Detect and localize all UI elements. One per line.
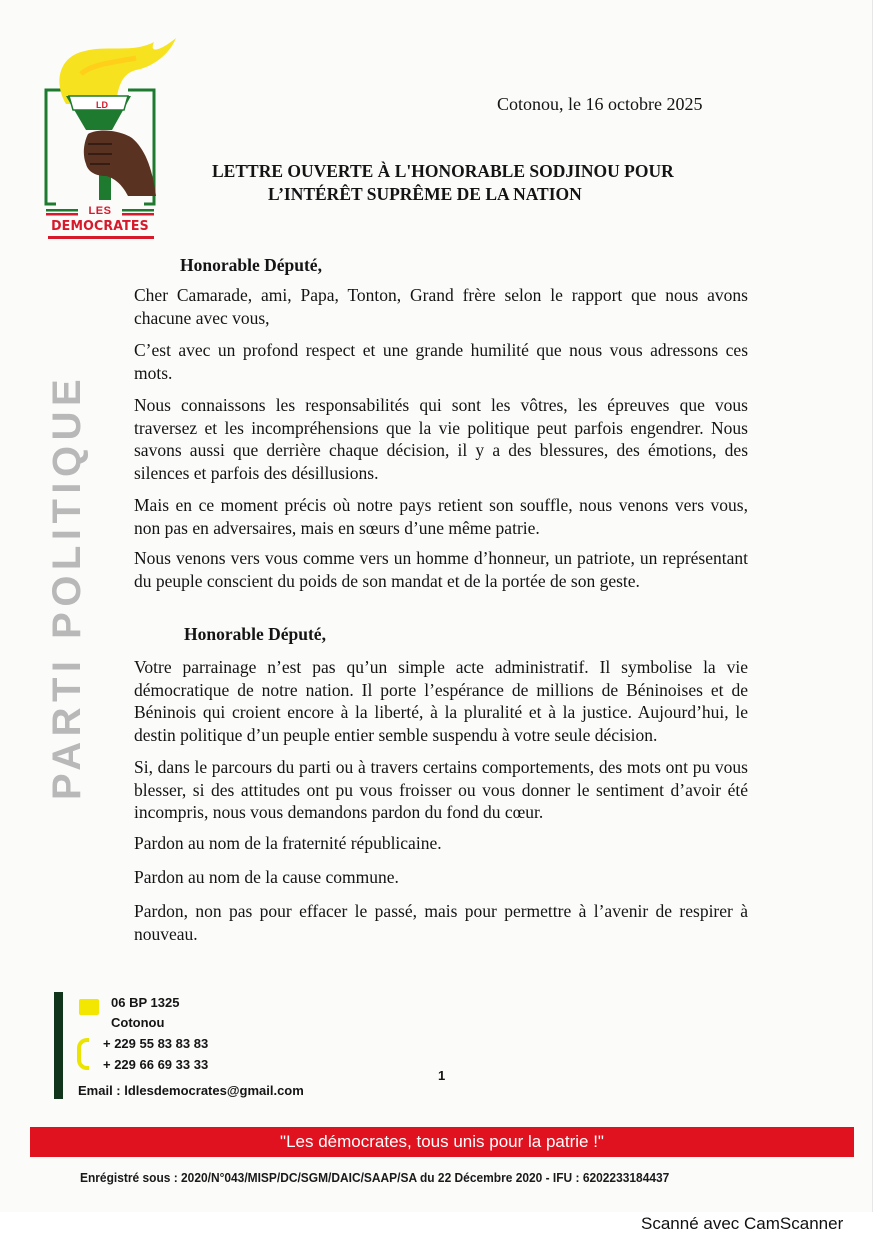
logo-text-les: LES [88, 205, 112, 217]
phone-number-2: + 229 66 69 33 33 [103, 1057, 209, 1072]
date-line: Cotonou, le 16 octobre 2025 [497, 94, 703, 114]
phone-icon [77, 1038, 89, 1070]
logo-badge-text: LD [96, 100, 108, 110]
paragraph: Pardon, non pas pour effacer le passé, mais pour permettre à l’avenir de respirer à nouveau. [134, 901, 748, 944]
party-logo [36, 34, 186, 244]
parti-politique-watermark: PARTI POLITIQUE [45, 373, 89, 800]
title-line-1: LETTRE OUVERTE À L'HONORABLE SODJINOU POUR [212, 161, 674, 181]
registration-info: Enrégistré sous : 2020/N°043/MISP/DC/SGM/DAIC/SAAP/SA du 22 Décembre 2020 - IFU : 6202233184437 [80, 1170, 670, 1185]
paragraph: Pardon au nom de la cause commune. [134, 867, 399, 887]
paragraph: Cher Camarade, ami, Papa, Tonton, Grand frère selon le rapport que nous avons chacune avec vous, [134, 285, 748, 328]
page-number: 1 [438, 1068, 446, 1083]
camscanner-watermark: Scanné avec CamScanner [641, 1214, 844, 1233]
paragraph: Votre parrainage n’est pas qu’un simple acte administratif. Il symbolise la vie démocratique de notre nation. Il porte l’espérance de millions de Béninoises et de Béninois qui croient encore à la liberté, à la pluralité et à la justice. Aujourd’hui, le destin politique d’un peuple entier semble suspendu à votre seule décision. [134, 657, 748, 745]
title-line-2: L’INTÉRÊT SUPRÊME DE LA NATION [268, 184, 582, 204]
slogan-text: "Les démocrates, tous unis pour la patrie !" [280, 1132, 604, 1151]
paragraph: C’est avec un profond respect et une grande humilité que nous vous adressons ces mots. [134, 340, 748, 383]
paragraph: Mais en ce moment précis où notre pays retient son souffle, nous venons vers vous, non pas en adversaires, mais en sœurs d’une même patrie. [134, 495, 748, 538]
envelope-icon [79, 999, 99, 1015]
contact-accent-bar [54, 992, 63, 1099]
paragraph: Nous venons vers vous comme vers un homme d’honneur, un patriote, un représentant du peuple conscient du poids de son mandat et de la portée de son geste. [134, 548, 748, 591]
paragraph: Si, dans le parcours du parti ou à travers certains comportements, des mots ont pu vous blesser, si des attitudes ont pu vous froisser ou vous donner le sentiment d’avoir été incompris, nous vous demandons pardon du fond du cœur. [134, 757, 748, 822]
salutation-1: Honorable Député, [180, 255, 322, 275]
paragraph: Pardon au nom de la fraternité républicaine. [134, 833, 442, 853]
paragraph: Nous connaissons les responsabilités qui sont les vôtres, les épreuves que vous traversez et les incompréhensions que la vie politique peut parfois engendrer. Nous savons aussi que derrière chaque décision, il y a des blessures, des émotions, des silences et parfois des désillusions. [134, 395, 748, 483]
postal-city: Cotonou [111, 1015, 165, 1030]
letter-title [212, 160, 674, 206]
phone-number-1: + 229 55 83 83 83 [103, 1036, 209, 1051]
slogan-banner [30, 1127, 854, 1157]
logo-text-democrates: DEMOCRATES [51, 218, 149, 234]
email-address: Email : ldlesdemocrates@gmail.com [78, 1083, 304, 1098]
postal-box: 06 BP 1325 [111, 995, 180, 1010]
salutation-2: Honorable Député, [184, 624, 326, 644]
